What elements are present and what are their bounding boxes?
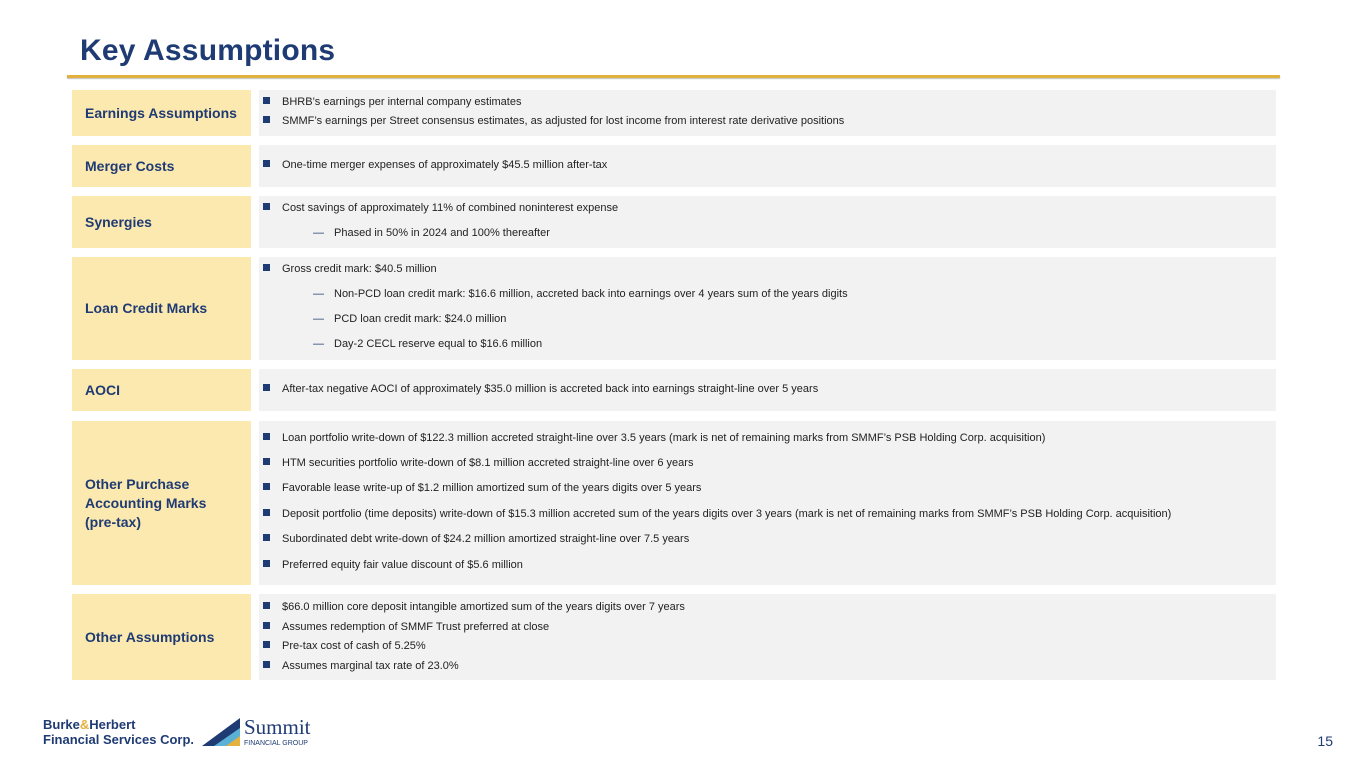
summit-financial-logo [200,716,325,753]
square-bullet-icon [263,203,270,210]
square-bullet-icon [263,264,270,271]
dash-bullet-icon: — [313,313,324,325]
dash-bullet-icon: — [313,338,324,350]
row-content [259,594,1276,680]
list-item: Pre-tax cost of cash of 5.25% [263,639,426,653]
logo-ampersand: & [79,717,90,732]
assumption-row-purchase-accounting-marks [72,421,1276,585]
square-bullet-icon [263,97,270,104]
square-bullet-icon [263,483,270,490]
row-content [259,257,1276,360]
row-content [259,369,1276,411]
list-item: BHRB’s earnings per internal company estimates [263,95,521,109]
square-bullet-icon [263,602,270,609]
list-item: Deposit portfolio (time deposits) write-down of $15.3 million accreted sum of the years digits over 3 years (mark is net of remaining marks from SMMF’s PSB Holding Corp. acquisition) [263,507,1171,521]
page-number: 15 [1317,733,1333,749]
dash-bullet-icon: — [313,288,324,300]
row-content [259,421,1276,585]
logo-text: Herbert [89,717,136,732]
page-title: Key Assumptions [80,34,336,67]
list-item: Cost savings of approximately 11% of combined noninterest expense [263,201,618,215]
list-item: One-time merger expenses of approximately $45.5 million after-tax [263,158,607,172]
row-label: Other Purchase Accounting Marks (pre-tax) [72,421,251,585]
row-label: AOCI [72,369,251,411]
assumption-row-aoci [72,369,1276,411]
list-item: SMMF’s earnings per Street consensus estimates, as adjusted for lost income from interest rate derivative positions [263,114,844,128]
row-label: Merger Costs [72,145,251,187]
row-content [259,196,1276,248]
list-item: Favorable lease write-up of $1.2 million amortized sum of the years digits over 5 years [263,481,701,495]
logo-text: Financial Services Corp. [43,732,193,747]
square-bullet-icon [263,661,270,668]
assumption-row-earnings [72,90,1276,136]
list-item: $66.0 million core deposit intangible amortized sum of the years digits over 7 years [263,600,685,614]
assumption-row-loan-credit-marks [72,257,1276,360]
square-bullet-icon [263,641,270,648]
row-label: Loan Credit Marks [72,257,251,360]
list-item: After-tax negative AOCI of approximately $35.0 million is accreted back into earnings straight-line over 5 years [263,382,818,396]
list-item: Loan portfolio write-down of $122.3 million accreted straight-line over 3.5 years (mark is net of remaining marks from SMMF’s PSB Holding Corp. acquisition) [263,431,1045,445]
row-label: Synergies [72,196,251,248]
title-underline [67,75,1280,78]
row-label: Other Assumptions [72,594,251,680]
logo-text: Summit [244,716,311,739]
row-label: Earnings Assumptions [72,90,251,136]
square-bullet-icon [263,622,270,629]
square-bullet-icon [263,560,270,567]
dash-bullet-icon: — [313,227,324,239]
list-item: Assumes marginal tax rate of 23.0% [263,659,459,673]
sub-list-item: — Day-2 CECL reserve equal to $16.6 million [313,338,543,350]
list-item: Preferred equity fair value discount of $5.6 million [263,558,523,572]
logo-text: Burke [43,717,80,732]
square-bullet-icon [263,509,270,516]
row-content [259,145,1276,187]
list-item: HTM securities portfolio write-down of $8.1 million accreted straight-line over 6 years [263,456,693,470]
square-bullet-icon [263,160,270,167]
burke-herbert-logo [43,716,193,755]
square-bullet-icon [263,116,270,123]
assumption-row-other [72,594,1276,680]
list-item: Assumes redemption of SMMF Trust preferred at close [263,620,549,634]
assumption-row-synergies [72,196,1276,248]
assumption-row-merger-costs [72,145,1276,187]
square-bullet-icon [263,433,270,440]
list-item: Gross credit mark: $40.5 million [263,262,437,276]
list-item: Subordinated debt write-down of $24.2 million amortized straight-line over 7.5 years [263,532,689,546]
sub-list-item: — Phased in 50% in 2024 and 100% thereafter [313,227,550,239]
square-bullet-icon [263,458,270,465]
row-content [259,90,1276,136]
square-bullet-icon [263,384,270,391]
sub-list-item: — Non-PCD loan credit mark: $16.6 million, accreted back into earnings over 4 years sum of the years digits [313,288,848,300]
logo-subtext: FINANCIAL GROUP [244,740,308,747]
square-bullet-icon [263,534,270,541]
sub-list-item: — PCD loan credit mark: $24.0 million [313,313,507,325]
svg-text:Burke&Herbert [43,717,136,732]
